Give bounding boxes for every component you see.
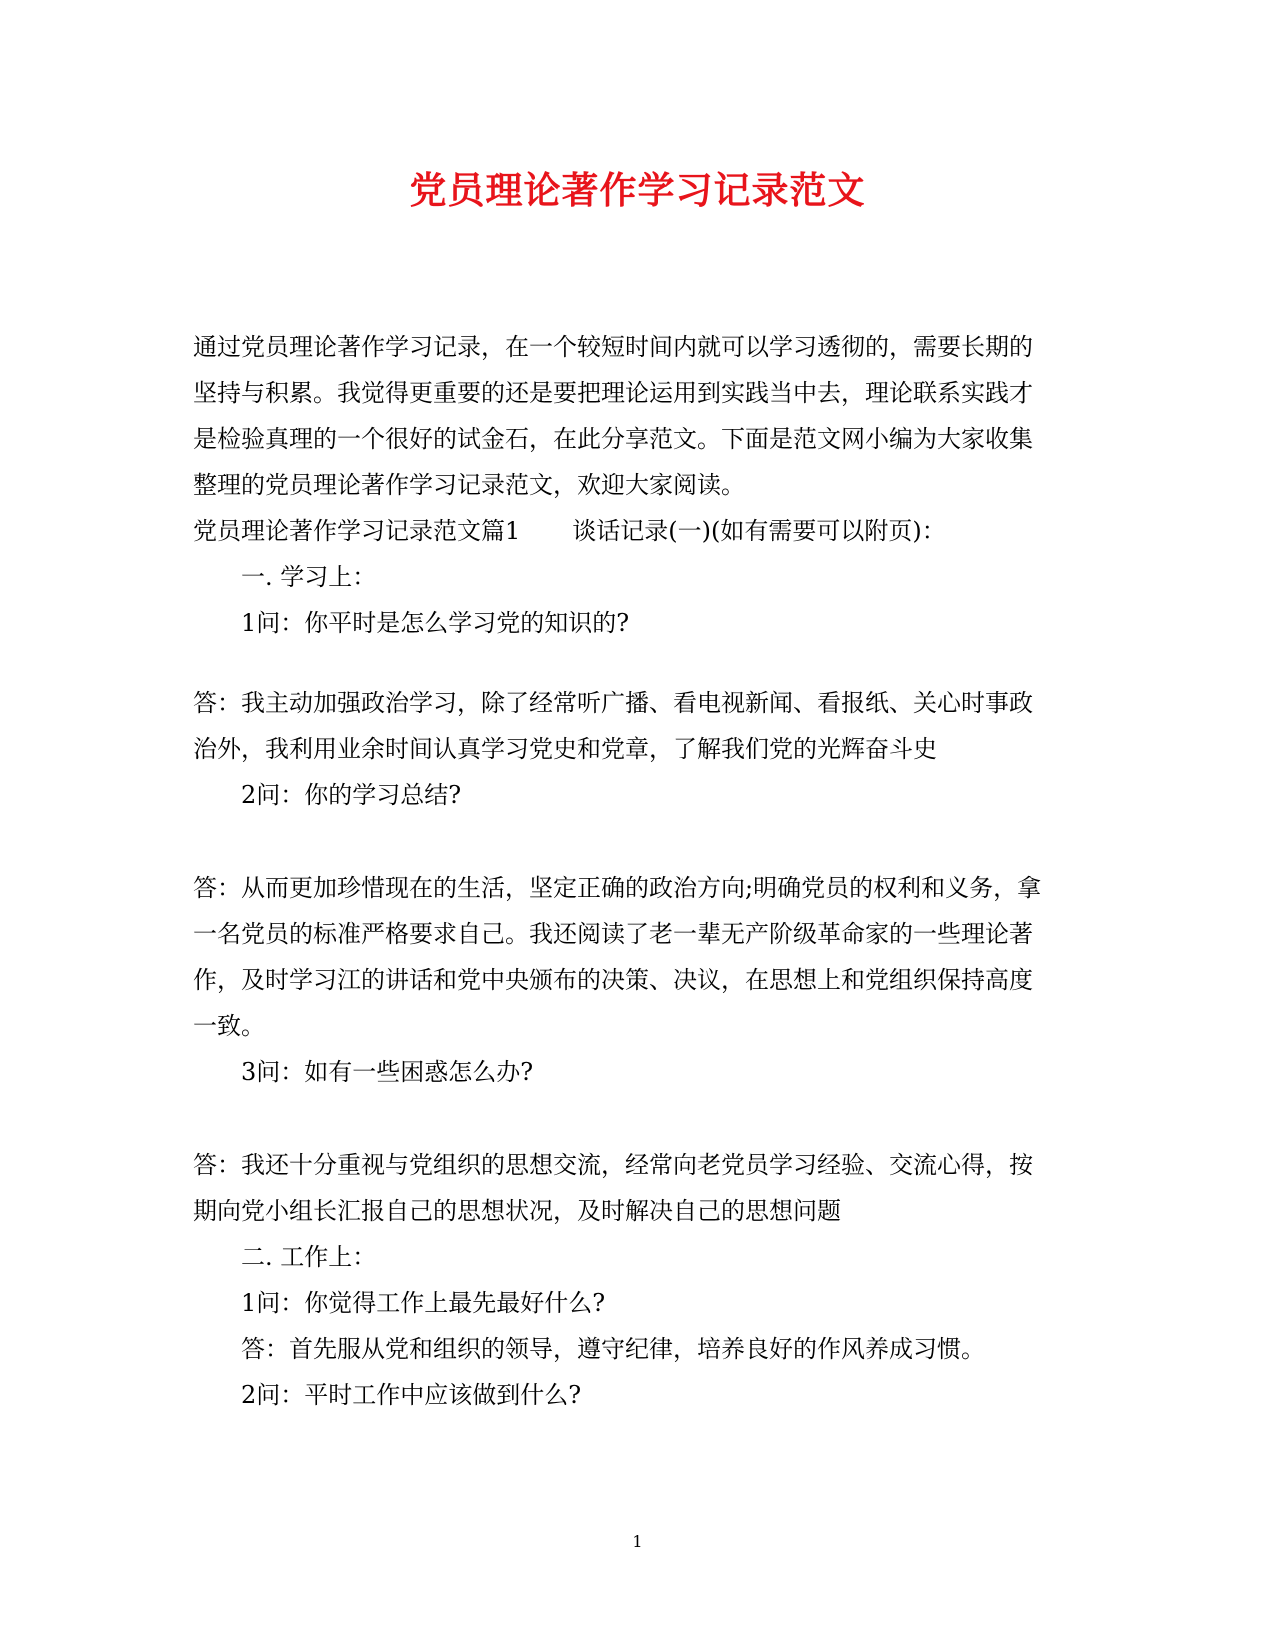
- question-line: 1问：你觉得工作上最先最好什么?: [241, 1289, 606, 1317]
- paragraph-line: 是检验真理的一个很好的试金石，在此分享范文。下面是范文网小编为大家收集: [193, 425, 1033, 453]
- answer-line: 答：我主动加强政治学习，除了经常听广播、看电视新闻、看报纸、关心时事政: [193, 689, 1033, 717]
- answer-line: 作，及时学习江的讲话和党中央颁布的决策、决议，在思想上和党组织保持高度: [193, 966, 1033, 994]
- question-line: 3问：如有一些困惑怎么办?: [241, 1058, 534, 1086]
- page-number: 1: [632, 1532, 643, 1551]
- question-line: 1问：你平时是怎么学习党的知识的?: [241, 609, 630, 637]
- paragraph-line: 坚持与积累。我觉得更重要的还是要把理论运用到实践当中去，理论联系实践才: [193, 379, 1033, 407]
- question-line: 2问：平时工作中应该做到什么?: [241, 1381, 582, 1409]
- answer-line: 治外，我利用业余时间认真学习党史和党章，了解我们党的光辉奋斗史: [193, 735, 937, 763]
- section-heading: 二. 工作上：: [241, 1243, 377, 1271]
- paragraph-line: 整理的党员理论著作学习记录范文，欢迎大家阅读。: [193, 471, 745, 499]
- answer-line: 答：我还十分重视与党组织的思想交流，经常向老党员学习经验、交流心得，按: [193, 1151, 1033, 1179]
- paragraph-line: 通过党员理论著作学习记录，在一个较短时间内就可以学习透彻的，需要长期的: [193, 333, 1033, 361]
- answer-line: 一名党员的标准严格要求自己。我还阅读了老一辈无产阶级革命家的一些理论著: [193, 920, 1033, 948]
- question-line: 2问：你的学习总结?: [241, 781, 462, 809]
- record-heading: 谈话记录(一)(如有需要可以附页)：: [572, 517, 946, 545]
- answer-line: 答：从而更加珍惜现在的生活，坚定正确的政治方向;明确党员的权利和义务，拿: [193, 874, 1042, 902]
- section-heading-line: [193, 514, 946, 548]
- answer-line: 期向党小组长汇报自己的思想状况，及时解决自己的思想问题: [193, 1197, 841, 1225]
- answer-line: 答：首先服从党和组织的领导，遵守纪律，培养良好的作风养成习惯。: [241, 1335, 985, 1363]
- answer-line: 一致。: [193, 1012, 265, 1040]
- article-heading: 党员理论著作学习记录范文篇1: [193, 517, 521, 545]
- document-title: 党员理论著作学习记录范文: [409, 168, 866, 212]
- section-heading: 一. 学习上：: [241, 563, 377, 591]
